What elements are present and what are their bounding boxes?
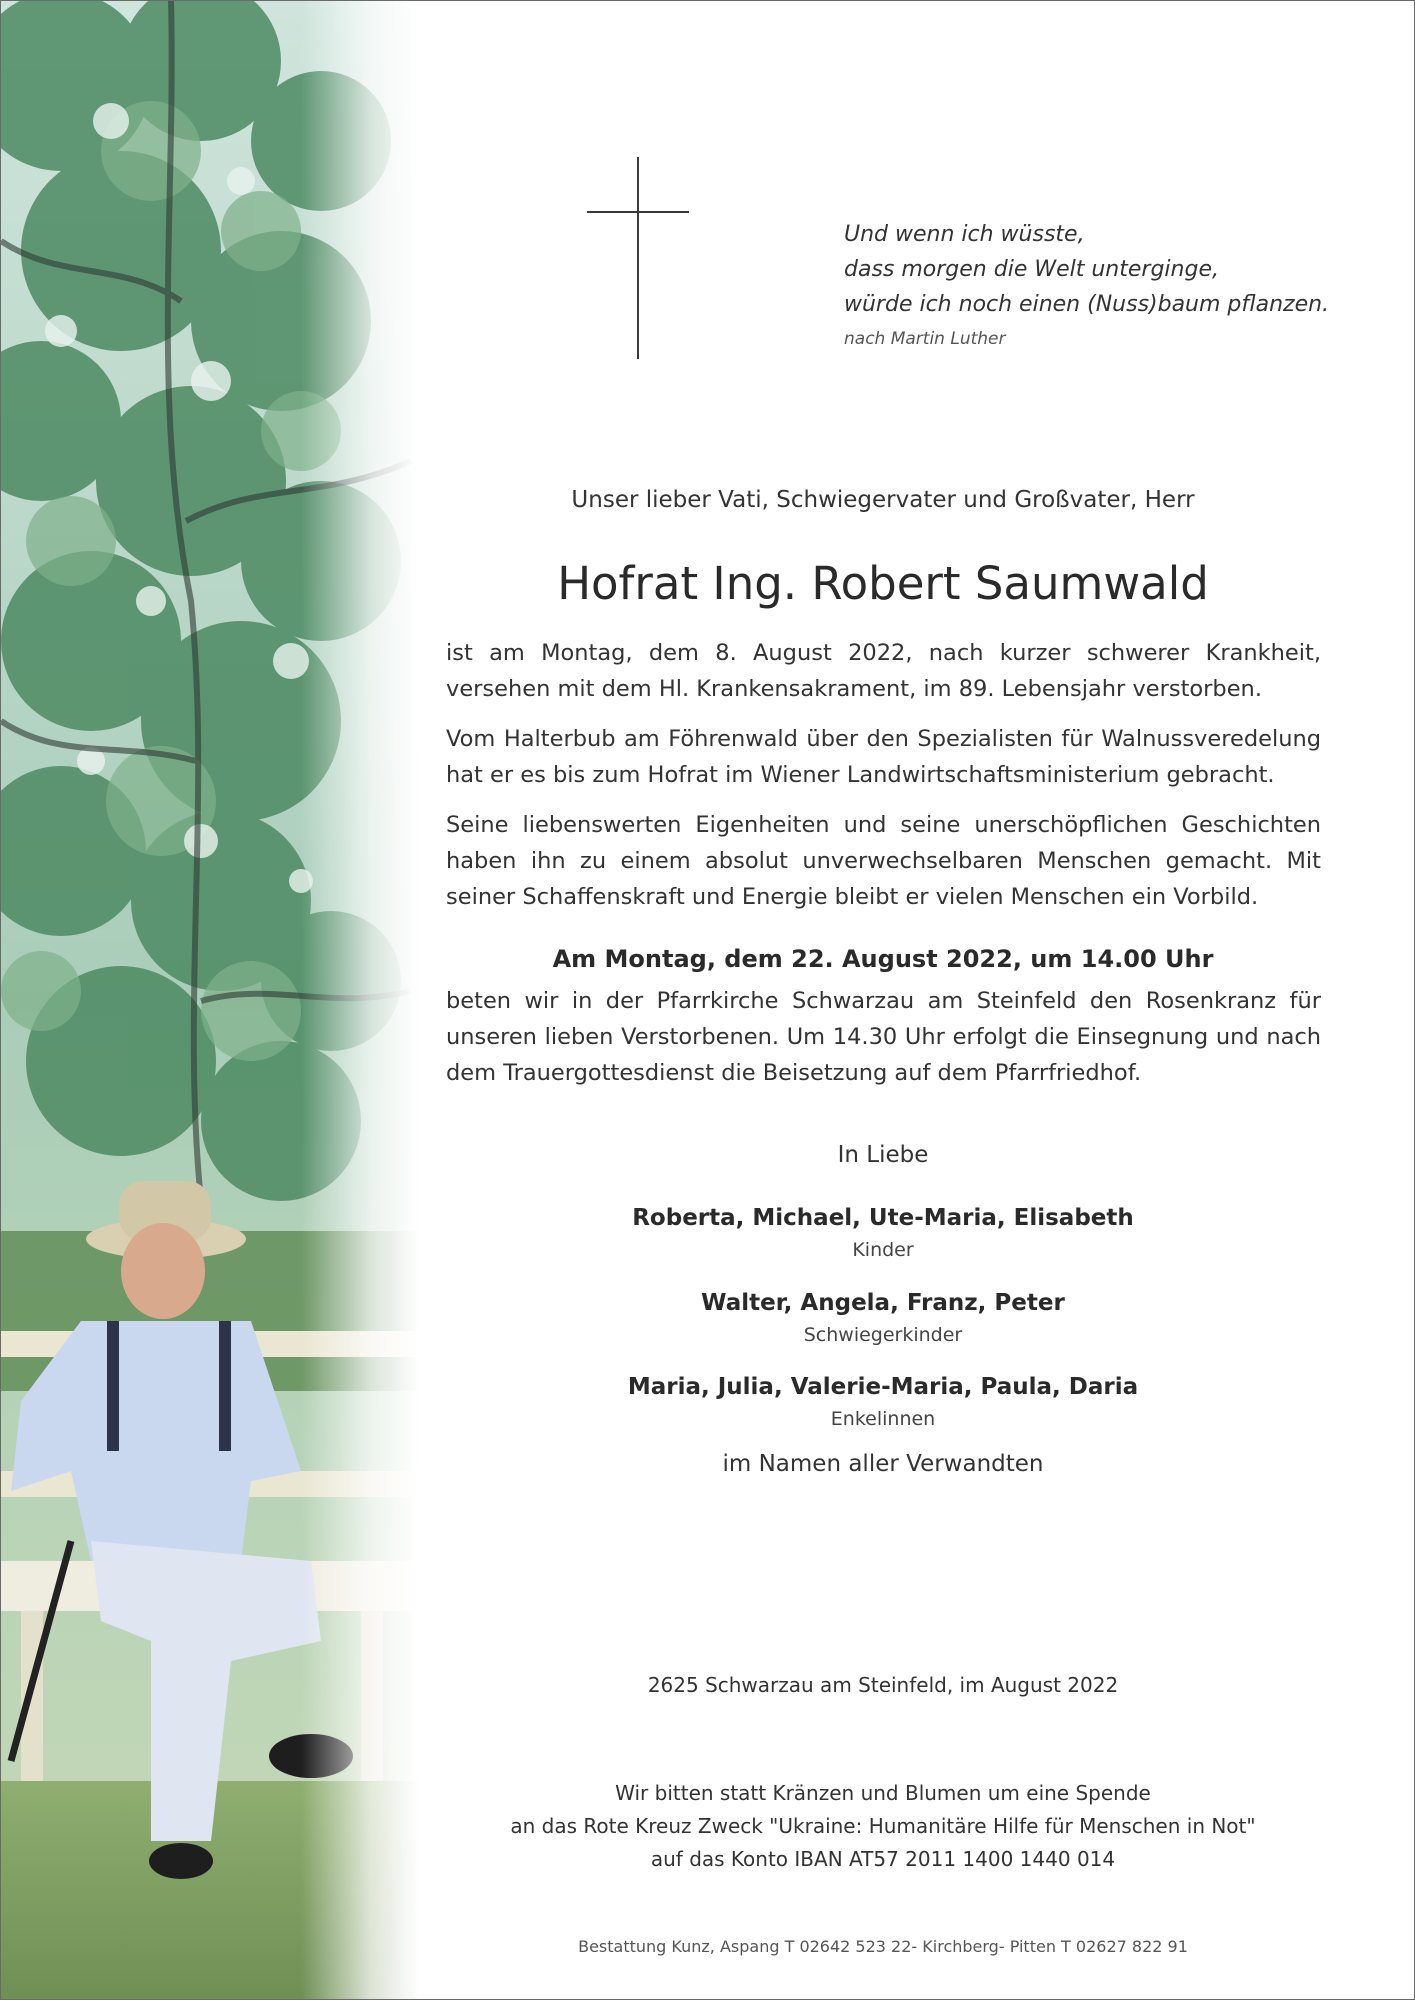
mourner-names: Roberta, Michael, Ute-Maria, Elisabeth	[632, 1205, 1134, 1231]
donation-note	[441, 1777, 1325, 1876]
funeral-home-footer: Bestattung Kunz, Aspang T 02642 523 22- Kirchberg- Pitten T 02627 822 91	[578, 1937, 1188, 1956]
deceased-name: Hofrat Ing. Robert Saumwald	[557, 557, 1209, 610]
donation-line: an das Rote Kreuz Zweck "Ukraine: Humanitäre Hilfe für Menschen in Not"	[510, 1814, 1256, 1838]
cross-icon	[587, 157, 689, 359]
quote-line: Und wenn ich wüsste,	[844, 222, 1085, 247]
paragraph: Seine liebenswerten Eigenheiten und seine unerschöpflichen Geschichten haben ihn zu einem absolut unverwechselbaren Menschen gemacht. Mit seiner Schaffenskraft und Energie bleibt er vielen Menschen ein Vorbild.	[446, 812, 1321, 910]
mourner-names: Maria, Julia, Valerie-Maria, Paula, Daria	[627, 1374, 1139, 1400]
mourner-role: Schwiegerkinder	[803, 1324, 963, 1346]
paragraph: Vom Halterbub am Föhrenwald über den Spezialisten für Walnussveredelung hat er es bis zum Hofrat im Wiener Landwirtschaftsministerium gebracht.	[446, 726, 1321, 788]
funeral-date: Am Montag, dem 22. August 2022, um 14.00 Uhr	[552, 945, 1214, 973]
paragraph: ist am Montag, dem 8. August 2022, nach kurzer schwerer Krankheit, versehen mit dem Hl. Krankensakrament, im 89. Lebensjahr verstorben.	[446, 640, 1321, 702]
quote-line: dass morgen die Welt unterginge,	[844, 257, 1219, 282]
mourners-intro: In Liebe	[837, 1142, 929, 1168]
quote-line: würde ich noch einen (Nuss)baum pflanzen.	[844, 292, 1330, 317]
mourner-group	[441, 1370, 1325, 1434]
mourner-group	[441, 1286, 1325, 1350]
intro-line: Unser lieber Vati, Schwiegervater und Großvater, Herr	[571, 487, 1195, 513]
quote-source: nach Martin Luther	[844, 329, 1006, 349]
mourner-role: Enkelinnen	[830, 1408, 936, 1430]
mourner-names: Walter, Angela, Franz, Peter	[701, 1290, 1065, 1316]
portrait-photo	[1, 1, 421, 1999]
donation-line: auf das Konto IBAN AT57 2011 1400 1440 014	[650, 1847, 1116, 1871]
quote	[844, 217, 1329, 352]
photo-fade	[1, 1, 421, 1999]
donation-line: Wir bitten statt Kränzen und Blumen um eine Spende	[615, 1781, 1151, 1805]
mourner-role: Kinder	[852, 1239, 914, 1261]
mourners-closing: im Namen aller Verwandten	[722, 1451, 1044, 1477]
place-date: 2625 Schwarzau am Steinfeld, im August 2022	[647, 1673, 1119, 1697]
mourner-group	[441, 1201, 1325, 1265]
funeral-text: beten wir in der Pfarrkirche Schwarzau am Steinfeld den Rosenkranz für unseren lieben Verstorbenen. Um 14.30 Uhr erfolgt die Einsegnung und nach dem Trauergottesdienst die Beisetzung auf dem Pfarrfriedhof.	[446, 988, 1321, 1086]
